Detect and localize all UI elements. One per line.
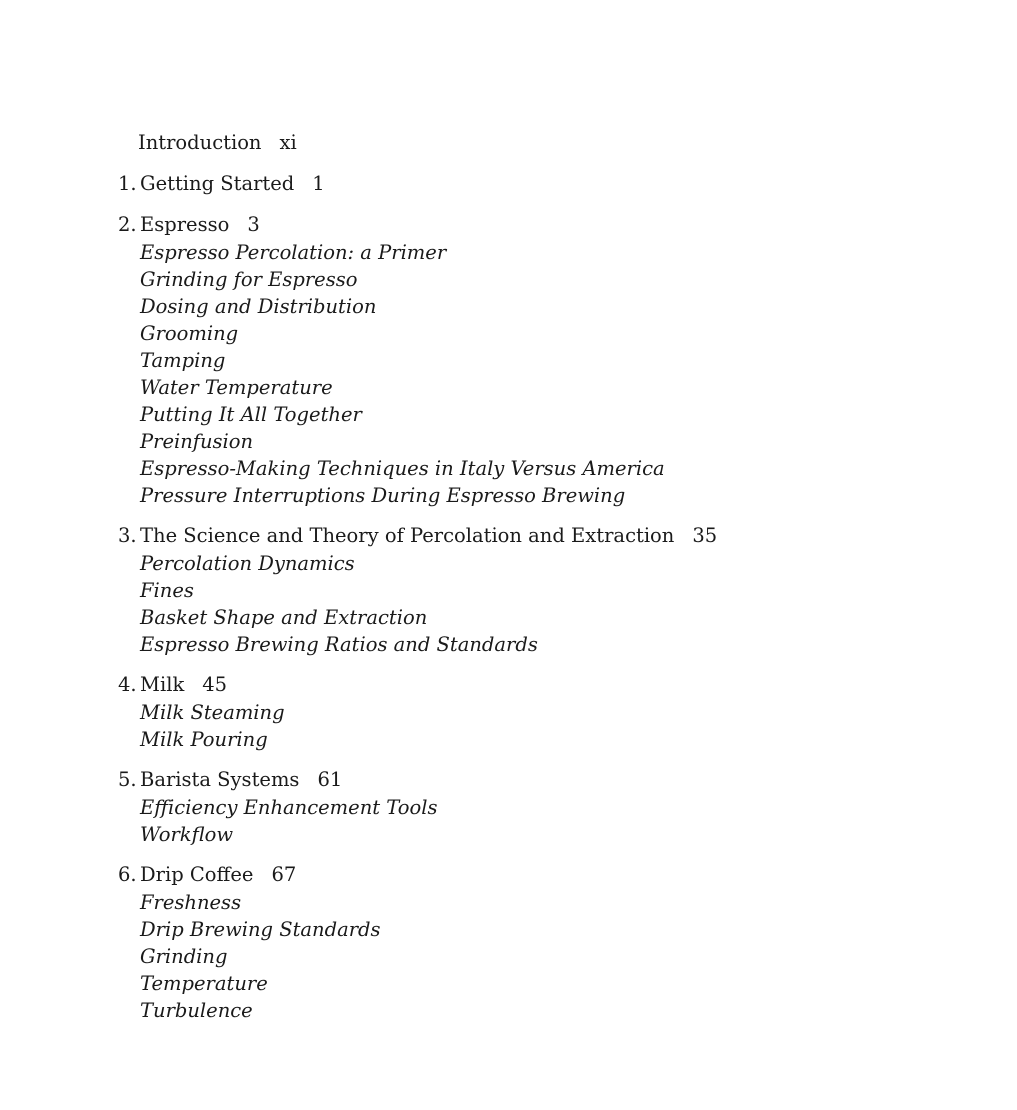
- chapter-title: Barista Systems: [140, 768, 300, 791]
- chapter-heading: [118, 169, 918, 198]
- chapter-number: 2.: [118, 213, 137, 236]
- toc-chapter: [118, 670, 918, 753]
- section-title: Workflow: [140, 823, 234, 846]
- chapter-heading: [118, 860, 918, 889]
- chapter-number: 4.: [118, 673, 137, 696]
- section-title: Tamping: [140, 349, 226, 372]
- chapter-number: 6.: [118, 863, 137, 886]
- section-title: Dosing and Distribution: [140, 295, 377, 318]
- toc-chapter: [118, 210, 918, 509]
- toc-chapter: [118, 521, 918, 658]
- section-title: Temperature: [140, 972, 268, 995]
- chapter-number: 3.: [118, 524, 137, 547]
- chapter-heading: [118, 210, 918, 239]
- section-title: Fines: [140, 579, 194, 602]
- introduction-page-number: xi: [279, 131, 297, 154]
- section-title: Grinding for Espresso: [140, 268, 358, 291]
- chapter-page-number: 45: [202, 673, 228, 696]
- section-title: Percolation Dynamics: [140, 552, 355, 575]
- toc-introduction: [138, 128, 918, 157]
- section-title: Freshness: [140, 891, 242, 914]
- chapter-page-number: 35: [692, 524, 718, 547]
- section-title: Basket Shape and Extraction: [140, 606, 428, 629]
- table-of-contents: [118, 128, 918, 1036]
- chapter-heading: [118, 765, 918, 794]
- section-title: Grooming: [140, 322, 239, 345]
- section-title: Espresso Percolation: a Primer: [140, 241, 447, 264]
- section-title: Preinfusion: [140, 430, 254, 453]
- introduction-title: Introduction: [138, 131, 262, 154]
- section-title: Efficiency Enhancement Tools: [140, 796, 438, 819]
- section-title: Espresso Brewing Ratios and Standards: [140, 633, 538, 656]
- section-title: Milk Pouring: [140, 728, 268, 751]
- section-list: [118, 699, 918, 753]
- toc-chapter: [118, 765, 918, 848]
- section-title: Pressure Interruptions During Espresso Brewing: [140, 484, 626, 507]
- chapter-page-number: 1: [312, 172, 325, 195]
- chapter-page-number: 61: [317, 768, 343, 791]
- toc-chapter: [118, 169, 918, 198]
- chapter-list: [118, 169, 918, 1024]
- chapter-number: 1.: [118, 172, 137, 195]
- section-title: Milk Steaming: [140, 701, 285, 724]
- chapter-page-number: 3: [247, 213, 260, 236]
- section-title: Espresso-Making Techniques in Italy Versus America: [140, 457, 665, 480]
- section-list: [118, 239, 918, 509]
- chapter-title: Milk: [140, 673, 185, 696]
- chapter-page-number: 67: [271, 863, 297, 886]
- section-title: Putting It All Together: [140, 403, 362, 426]
- chapter-title: The Science and Theory of Percolation and Extraction: [140, 524, 675, 547]
- chapter-title: Getting Started: [140, 172, 295, 195]
- section-title: Water Temperature: [140, 376, 333, 399]
- chapter-heading: [118, 670, 918, 699]
- chapter-heading: [118, 521, 918, 550]
- chapter-title: Espresso: [140, 213, 230, 236]
- toc-chapter: [118, 860, 918, 1024]
- section-list: [118, 889, 918, 1024]
- section-title: Drip Brewing Standards: [140, 918, 381, 941]
- chapter-title: Drip Coffee: [140, 863, 254, 886]
- section-title: Grinding: [140, 945, 228, 968]
- section-title: Turbulence: [140, 999, 253, 1022]
- chapter-number: 5.: [118, 768, 137, 791]
- section-list: [118, 550, 918, 658]
- section-list: [118, 794, 918, 848]
